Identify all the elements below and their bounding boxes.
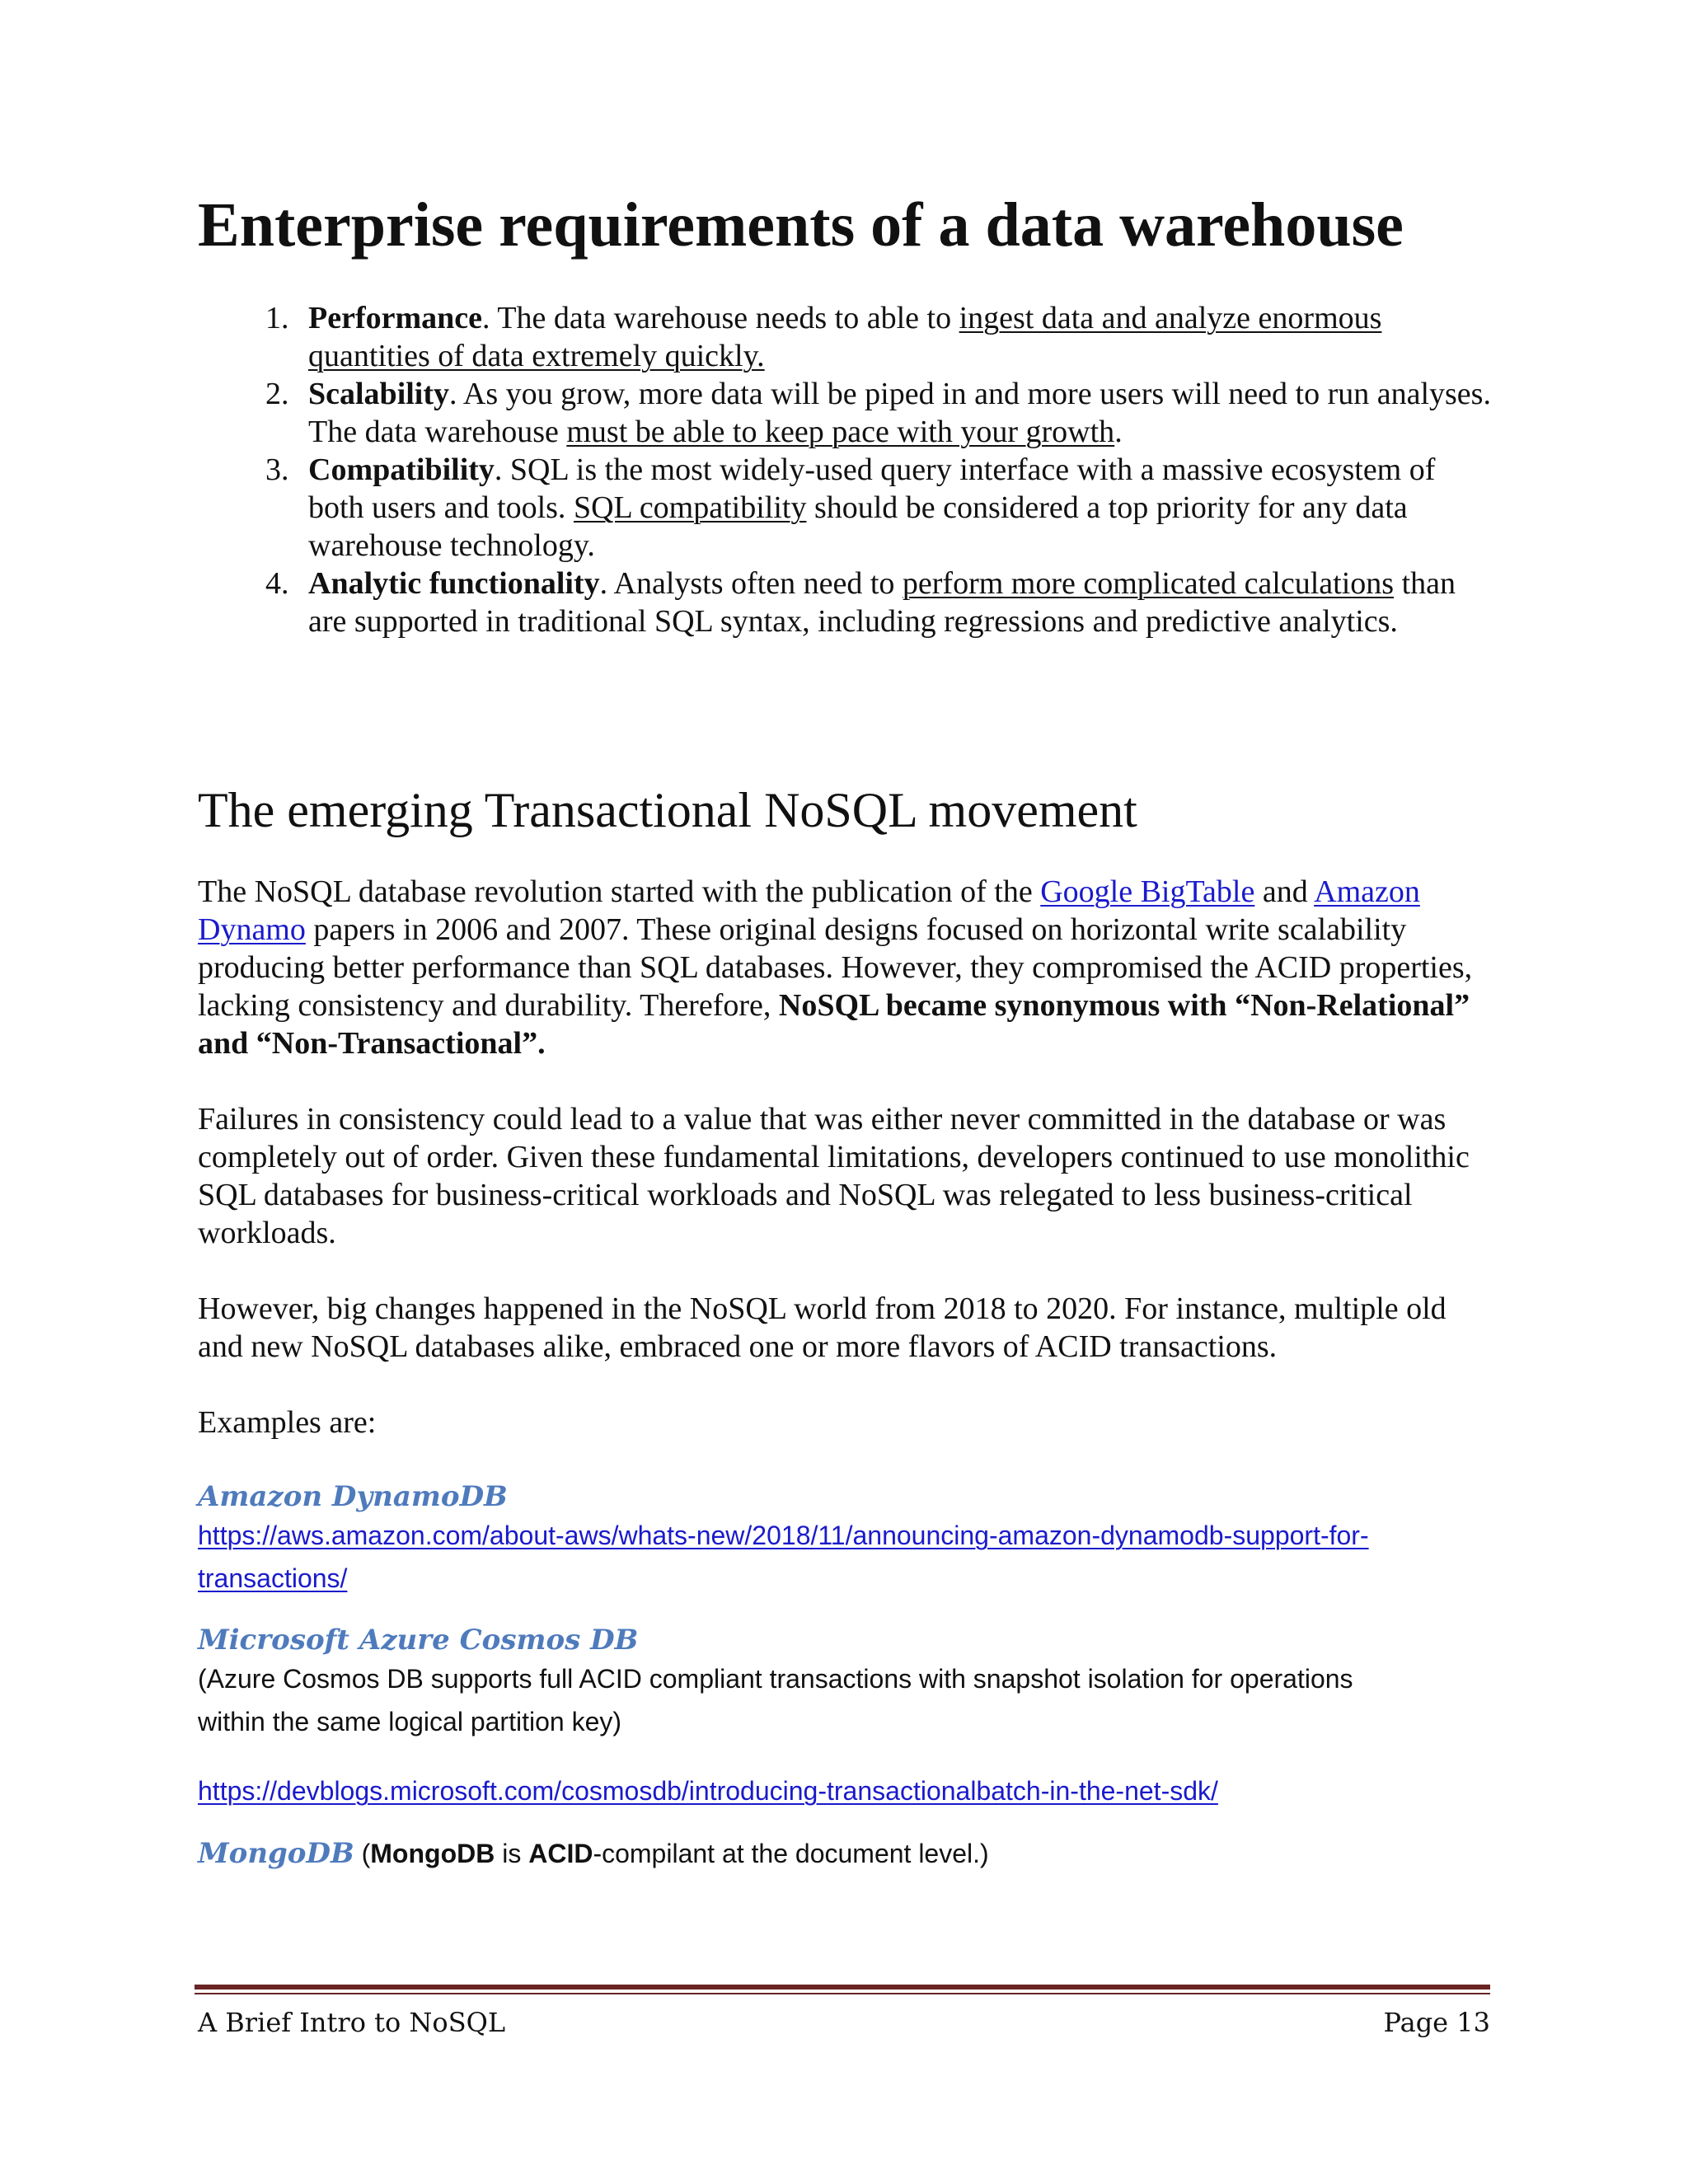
cosmosdb-note-line-2: within the same logical partition key) xyxy=(198,1707,622,1737)
footer-rule-thin xyxy=(195,1993,1490,1994)
page-content xyxy=(198,190,1492,1870)
list-item xyxy=(297,565,1492,640)
paragraph-text: papers in 2006 and 2007. These original designs focused on horizontal write scalability producing better performance than SQL databases. However, they compromised the ACID properties, lacking consistency and durability. Therefore, xyxy=(198,912,1473,1024)
page-heading: Enterprise requirements of a data warehouse xyxy=(198,190,1404,260)
requirement-term: Analytic functionality xyxy=(308,566,600,602)
cosmosdb-url-link[interactable]: https://devblogs.microsoft.com/cosmosdb/introducing-transactionalbatch-in-the-net-sdk/ xyxy=(198,1776,1218,1807)
list-item xyxy=(297,451,1492,565)
list-item xyxy=(297,299,1492,375)
paragraph-text: The NoSQL database revolution started with the publication of the xyxy=(198,874,1041,910)
requirement-text: . SQL is the most widely-used query interface with a massive ecosystem of both users and tools. xyxy=(308,452,1436,526)
dynamodb-url-link[interactable] xyxy=(198,1521,1369,1593)
mongodb-note-mid: is xyxy=(495,1839,529,1869)
paragraph-changes: However, big changes happened in the NoSQL world from 2018 to 2020. For instance, multiple old and new NoSQL databases alike, embraced one or more flavors of ACID transactions. xyxy=(198,1291,1447,1365)
requirement-text: . As you grow, more data will be piped in and more users will need to run analyses. The data warehouse xyxy=(308,377,1491,450)
requirement-text: . The data warehouse needs to able to xyxy=(482,301,959,336)
paragraph-consistency: Failures in consistency could lead to a value that was either never committed in the database or was completely out of order. Given these fundamental limitations, developers continued to use monolithic SQL databases for business-critical workloads and NoSQL was relegated to less business-critical workloads. xyxy=(198,1102,1470,1251)
requirement-term: Scalability xyxy=(308,377,450,412)
mongodb-title: MongoDB xyxy=(198,1837,354,1871)
example-mongodb xyxy=(198,1837,1492,1870)
page-number: Page 13 xyxy=(1383,2007,1490,2038)
requirement-text-end: than are supported in traditional SQL syntax, including regressions and predictive analytics. xyxy=(308,566,1456,640)
cosmosdb-title: Microsoft Azure Cosmos DB xyxy=(198,1624,639,1657)
mongodb-note-open: ( xyxy=(354,1839,371,1869)
requirement-text: . Analysts often need to xyxy=(599,566,903,602)
google-bigtable-link[interactable]: Google BigTable xyxy=(1040,874,1255,910)
cosmosdb-note-line-1: (Azure Cosmos DB supports full ACID compliant transactions with snapshot isolation for operations xyxy=(198,1664,1353,1694)
mongodb-note-end: -compilant at the document level.) xyxy=(593,1839,989,1869)
section-heading: The emerging Transactional NoSQL movement xyxy=(198,783,1137,838)
cosmosdb-note xyxy=(198,1657,1492,1743)
cosmosdb-url-row xyxy=(198,1769,1492,1812)
mongodb-note-bold: MongoDB xyxy=(370,1839,495,1869)
paragraph-revolution xyxy=(198,873,1492,1062)
dynamodb-title: Amazon DynamoDB xyxy=(198,1480,508,1514)
requirements-list xyxy=(198,299,1492,640)
requirement-underlined: must be able to keep pace with your growth xyxy=(566,415,1115,450)
requirement-term: Performance xyxy=(308,301,482,336)
example-cosmosdb xyxy=(198,1623,1492,1812)
footer-title: A Brief Intro to NoSQL xyxy=(198,2007,506,2038)
mongodb-note-acid: ACID xyxy=(528,1839,593,1869)
requirement-underlined: SQL compatibility xyxy=(573,490,807,526)
requirement-text-end: should be considered a top priority for any data warehouse technology. xyxy=(308,490,1408,564)
footer-rule xyxy=(195,1985,1490,1990)
paragraph-bold-text: NoSQL became synonymous with “Non-Relational” and “Non-Transactional”. xyxy=(198,988,1470,1062)
list-item xyxy=(297,375,1492,451)
requirement-text-end: . xyxy=(1114,415,1123,450)
paragraph-examples-intro: Examples are: xyxy=(198,1405,377,1441)
requirement-underlined: perform more complicated calculations xyxy=(902,566,1395,602)
requirement-underlined: ingest data and analyze enormous quantities of data extremely quickly. xyxy=(308,301,1382,374)
amazon-dynamo-link[interactable]: Amazon Dynamo xyxy=(198,874,1420,948)
dynamodb-url-line-2: transactions/ xyxy=(198,1563,348,1594)
example-dynamodb xyxy=(198,1479,1492,1600)
paragraph-text: and xyxy=(1254,874,1315,910)
dynamodb-url-line-1: https://aws.amazon.com/about-aws/whats-new/2018/11/announcing-amazon-dynamodb-support-for- xyxy=(198,1521,1369,1551)
requirement-term: Compatibility xyxy=(308,452,495,488)
mongodb-note xyxy=(354,1839,989,1868)
